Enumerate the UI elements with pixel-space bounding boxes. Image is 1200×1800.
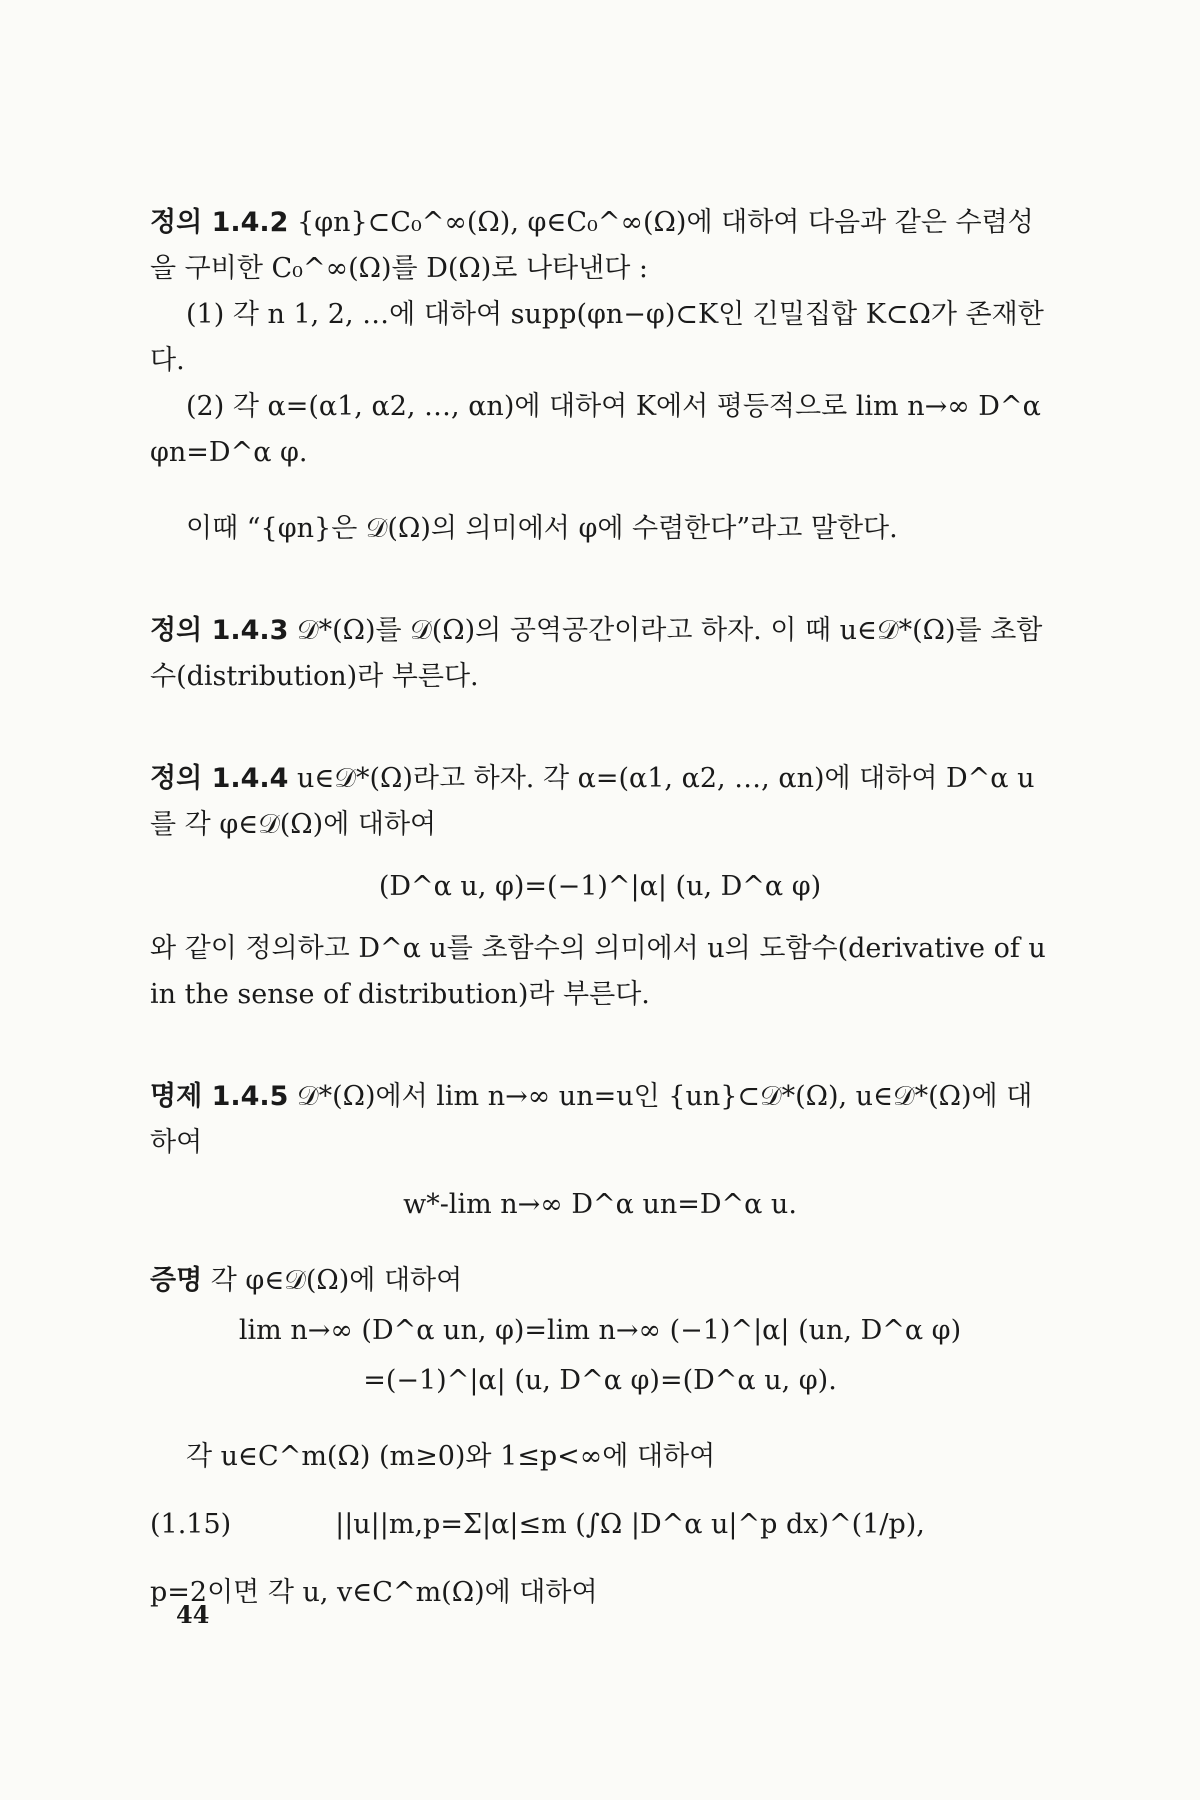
condition-1: (1) 각 n 1, 2, …에 대하여 supp(φn−φ)⊂K인 긴밀집합 K⊂Ω가 존재한다.	[150, 299, 1044, 376]
definition-1-4-3	[150, 608, 1050, 700]
proposition-text: 𝒟*(Ω)에서 lim n→∞ un=u인 {un}⊂𝒟*(Ω), u∈𝒟*(Ω)에 대하여	[150, 1081, 1033, 1158]
equation-proof-line-2: =(−1)^|α| (u, D^α φ)=(D^α u, φ).	[363, 1365, 837, 1396]
proof	[150, 1258, 1050, 1304]
condition-2: (2) 각 α=(α1, α2, …, αn)에 대하여 K에서 평등적으로 lim n→∞ D^α φn=D^α φ.	[150, 391, 1041, 468]
definition-label: 정의 1.4.4	[150, 763, 289, 794]
equation-proof-line-1: lim n→∞ (D^α un, φ)=lim n→∞ (−1)^|α| (un, D^α φ)	[238, 1315, 962, 1346]
remark-convergence: 이때 “{φn}은 𝒟(Ω)의 의미에서 φ에 수렴한다”라고 말한다.	[186, 513, 898, 544]
definition-1-4-2	[150, 200, 1050, 292]
proof-text: 각 φ∈𝒟(Ω)에 대하여	[202, 1265, 463, 1296]
proof-label: 증명	[150, 1265, 203, 1296]
equation-number: (1.15)	[150, 1509, 232, 1540]
page-number: 44	[176, 1600, 210, 1629]
definition-text: {φn}⊂C₀^∞(Ω), φ∈C₀^∞(Ω)에 대하여 다음과 같은 수렴성을 구비한 C₀^∞(Ω)를 D(Ω)로 나타낸다 :	[150, 207, 1034, 284]
norm-introduction: 각 u∈C^m(Ω) (m≥0)와 1≤p<∞에 대하여	[186, 1441, 716, 1472]
equation-1-15	[150, 1498, 1050, 1552]
page-content	[150, 200, 1050, 1616]
proposition-label: 명제 1.4.5	[150, 1081, 289, 1112]
definition-1-4-4	[150, 756, 1050, 848]
definition-1-4-4-continued: 와 같이 정의하고 D^α u를 초함수의 의미에서 u의 도함수(derivative of u in the sense of distribution)라 부른다.	[150, 933, 1046, 1010]
proposition-1-4-5	[150, 1074, 1050, 1166]
equation-body: ||u||m,p=Σ|α|≤m (∫Ω |D^α u|^p dx)^(1/p),	[335, 1509, 925, 1540]
definition-text: 𝒟*(Ω)를 𝒟(Ω)의 공역공간이라고 하자. 이 때 u∈𝒟*(Ω)를 초함수(distribution)라 부른다.	[150, 615, 1043, 692]
definition-text: u∈𝒟*(Ω)라고 하자. 각 α=(α1, α2, …, αn)에 대하여 D^α u를 각 φ∈𝒟(Ω)에 대하여	[150, 763, 1035, 840]
definition-label: 정의 1.4.3	[150, 615, 289, 646]
equation-distributional-derivative: (D^α u, φ)=(−1)^|α| (u, D^α φ)	[378, 871, 822, 902]
last-line: p=2이면 각 u, v∈C^m(Ω)에 대하여	[150, 1577, 598, 1608]
definition-label: 정의 1.4.2	[150, 207, 289, 238]
equation-weak-star-limit: w*-lim n→∞ D^α un=D^α u.	[403, 1189, 797, 1220]
